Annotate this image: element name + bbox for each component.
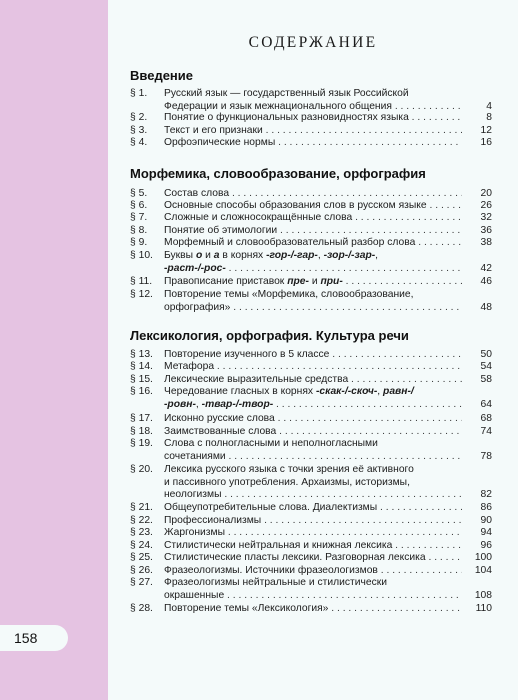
- entry-number: § 16.: [130, 386, 153, 397]
- entry-number: § 25.: [130, 552, 153, 563]
- entry-title: [164, 438, 462, 463]
- entry-title: [164, 515, 462, 528]
- toc-entry[interactable]: [130, 426, 492, 439]
- entry-title: [164, 125, 462, 138]
- toc-entry[interactable]: [130, 374, 492, 387]
- toc-entry[interactable]: [130, 349, 492, 362]
- entry-number: § 13.: [130, 349, 153, 360]
- entry-title-line: Повторение темы «Лексикология» . . .: [164, 603, 462, 616]
- section-title: Морфемика, словообразование, орфография: [130, 166, 426, 181]
- entry-page-number: 78: [480, 450, 492, 462]
- entry-title: [164, 552, 462, 565]
- entry-title-line: Федерации и язык межнационального общения . . .: [164, 101, 462, 114]
- toc-entry[interactable]: [130, 188, 492, 201]
- entry-title-line: -ровн-, -твар-/-твор- . . .: [164, 399, 462, 412]
- entry-number: § 2.: [130, 112, 148, 123]
- toc-entry[interactable]: [130, 212, 492, 225]
- entry-title-line: сочетаниями . . .: [164, 451, 462, 464]
- entry-title: [164, 361, 462, 374]
- entry-title-line: Лексические выразительные средства . . .: [164, 374, 462, 387]
- entry-title-line: Основные способы образования слов в русском языке . . .: [164, 200, 462, 213]
- entry-title: [164, 225, 462, 238]
- entry-page-number: 90: [480, 515, 492, 526]
- entry-title: [164, 250, 462, 275]
- entry-title: [164, 502, 462, 515]
- entry-number: § 27.: [130, 577, 153, 588]
- toc-entry[interactable]: [130, 237, 492, 250]
- entry-title-line: Русский язык — государственный язык Российской: [164, 88, 409, 99]
- entry-page-number: 108: [474, 589, 492, 601]
- entry-title: [164, 603, 462, 616]
- entry-title-line: неологизмы . . .: [164, 489, 462, 502]
- toc-entry[interactable]: [130, 137, 492, 150]
- entry-page-number: 54: [480, 361, 492, 372]
- entry-title-line: Стилистически нейтральная и книжная лексика . . .: [164, 540, 462, 553]
- entry-title-line: Правописание приставок пре- и при- . . .: [164, 276, 462, 289]
- entry-title-line: Фразеологизмы. Источники фразеологизмов . . .: [164, 565, 462, 578]
- entry-title: [164, 413, 462, 426]
- entry-title-line: Фразеологизмы нейтральные и стилистически: [164, 577, 387, 588]
- entry-number: § 6.: [130, 200, 148, 211]
- toc-entry[interactable]: [130, 438, 492, 463]
- entry-title-line: Чередование гласных в корнях -скак-/-скоч-, равн-/: [164, 386, 414, 397]
- entry-number: § 1.: [130, 88, 148, 99]
- toc-entry[interactable]: [130, 289, 492, 314]
- entry-title-line: Морфемный и словообразовательный разбор слова . . .: [164, 237, 462, 250]
- entry-title-line: окрашенные . . .: [164, 590, 462, 603]
- entry-number: § 24.: [130, 540, 153, 551]
- entry-title: [164, 212, 462, 225]
- entry-title: [164, 386, 462, 411]
- entry-page-number: 100: [474, 552, 492, 563]
- toc-entry[interactable]: [130, 361, 492, 374]
- entry-page-number: 110: [475, 603, 492, 614]
- toc-entry[interactable]: [130, 577, 492, 602]
- entry-title-line: Лексика русского языка с точки зрения её активного: [164, 464, 414, 475]
- entry-title-line: Общеупотребительные слова. Диалектизмы . . .: [164, 502, 462, 515]
- toc-entry[interactable]: [130, 112, 492, 125]
- entry-number: § 7.: [130, 212, 148, 223]
- toc-entry[interactable]: [130, 603, 492, 616]
- entry-number: § 5.: [130, 188, 148, 199]
- entry-title: [164, 577, 462, 602]
- entry-number: § 17.: [130, 413, 153, 424]
- entry-title: [164, 237, 462, 250]
- entry-page-number: 20: [480, 188, 492, 199]
- entry-title-line: Жаргонизмы . . .: [164, 527, 462, 540]
- toc-entry[interactable]: [130, 413, 492, 426]
- entry-page-number: 94: [480, 527, 492, 538]
- toc-entry[interactable]: [130, 565, 492, 578]
- entry-page-number: 38: [480, 237, 492, 248]
- entry-title-line: Метафора . . .: [164, 361, 462, 374]
- entry-number: § 22.: [130, 515, 153, 526]
- entry-page-number: 46: [480, 276, 492, 287]
- entry-page-number: 16: [480, 137, 492, 148]
- toc-entry[interactable]: [130, 125, 492, 138]
- entry-title-line: -раст-/-рос- . . .: [164, 263, 462, 276]
- entry-number: § 19.: [130, 438, 153, 449]
- section-title: Введение: [130, 68, 193, 83]
- entry-page-number: 74: [480, 426, 492, 437]
- entry-title: [164, 137, 462, 150]
- entry-page-number: 8: [486, 112, 492, 123]
- page-number: 158: [14, 630, 38, 646]
- entry-title: [164, 565, 462, 578]
- toc-entry[interactable]: [130, 552, 492, 565]
- entry-page-number: 50: [480, 349, 492, 360]
- toc-entry[interactable]: [130, 502, 492, 515]
- entry-title-line: Стилистические пласты лексики. Разговорная лексика . . .: [164, 552, 462, 565]
- entry-title-line: орфография» . . .: [164, 302, 462, 315]
- entry-number: § 8.: [130, 225, 148, 236]
- entry-number: § 11.: [130, 276, 153, 287]
- toc-entry[interactable]: [130, 276, 492, 289]
- entry-title: [164, 112, 462, 125]
- entry-title: [164, 527, 462, 540]
- entry-page-number: 42: [480, 262, 492, 274]
- entry-number: § 3.: [130, 125, 148, 136]
- entry-page-number: 36: [480, 225, 492, 236]
- entry-page-number: 58: [480, 374, 492, 385]
- toc-entry[interactable]: [130, 515, 492, 528]
- entry-title: [164, 540, 462, 553]
- entry-number: § 15.: [130, 374, 153, 385]
- entry-number: § 26.: [130, 565, 153, 576]
- entry-title-line: Профессионализмы . . .: [164, 515, 462, 528]
- page-number-tab: [0, 625, 68, 651]
- entry-page-number: 48: [480, 301, 492, 313]
- entry-title-line: и пассивного употребления. Архаизмы, историзмы,: [164, 476, 410, 488]
- entry-title-line: Буквы о и а в корнях -гор-/-гар-, -зор-/-зар-,: [164, 250, 379, 261]
- toc-entry[interactable]: [130, 540, 492, 553]
- section-title: Лексикология, орфография. Культура речи: [130, 328, 409, 343]
- entry-page-number: 68: [480, 413, 492, 424]
- toc-entry[interactable]: [130, 464, 492, 502]
- entry-title-line: Слова с полногласными и неполногласными: [164, 438, 378, 449]
- entry-number: § 9.: [130, 237, 148, 248]
- entry-title-line: Повторение темы «Морфемика, словообразование,: [164, 289, 414, 300]
- entry-title-line: Исконно русские слова . . .: [164, 413, 462, 426]
- entry-title-line: Понятие о функциональных разновидностях языка . . .: [164, 112, 462, 125]
- entry-title: [164, 276, 462, 289]
- entry-title: [164, 426, 462, 439]
- entry-title-line: Состав слова . . .: [164, 188, 462, 201]
- toc-entry[interactable]: [130, 88, 492, 113]
- entry-number: § 12.: [130, 289, 153, 300]
- entry-title-line: Понятие об этимологии . . .: [164, 225, 462, 238]
- entry-number: § 4.: [130, 137, 148, 148]
- entry-title: [164, 289, 462, 314]
- entry-page-number: 26: [480, 200, 492, 211]
- entry-page-number: 86: [480, 502, 492, 513]
- entry-title-line: Орфоэпические нормы . . .: [164, 137, 462, 150]
- entry-page-number: 4: [486, 100, 492, 112]
- entry-page-number: 32: [480, 212, 492, 223]
- entry-title: [164, 188, 462, 201]
- page-title: СОДЕРЖАНИЕ: [248, 34, 378, 51]
- toc-entry[interactable]: [130, 250, 492, 275]
- entry-page-number: 82: [480, 489, 492, 500]
- entry-page-number: 104: [474, 565, 492, 576]
- entry-number: § 20.: [130, 464, 153, 475]
- entry-page-number: 96: [480, 540, 492, 551]
- entry-number: § 21.: [130, 502, 153, 513]
- entry-page-number: 12: [480, 125, 492, 136]
- toc-entry[interactable]: [130, 386, 492, 411]
- toc-entry[interactable]: [130, 200, 492, 213]
- entry-title: [164, 464, 462, 502]
- entry-title-line: Текст и его признаки . . .: [164, 125, 462, 138]
- entry-number: § 10.: [130, 250, 153, 261]
- entry-title-line: Заимствованные слова . . .: [164, 426, 462, 439]
- toc-entry[interactable]: [130, 527, 492, 540]
- entry-title-line: Сложные и сложносокращённые слова . . .: [164, 212, 462, 225]
- book-page: [108, 0, 518, 700]
- entry-title: [164, 88, 462, 113]
- toc-entry[interactable]: [130, 225, 492, 238]
- entry-title: [164, 374, 462, 387]
- entry-title-line: Повторение изученного в 5 классе . . .: [164, 349, 462, 362]
- entry-title: [164, 349, 462, 362]
- entry-number: § 18.: [130, 426, 153, 437]
- entry-number: § 14.: [130, 361, 153, 372]
- entry-title: [164, 200, 462, 213]
- entry-page-number: 64: [480, 398, 492, 410]
- entry-number: § 28.: [130, 603, 153, 614]
- entry-number: § 23.: [130, 527, 153, 538]
